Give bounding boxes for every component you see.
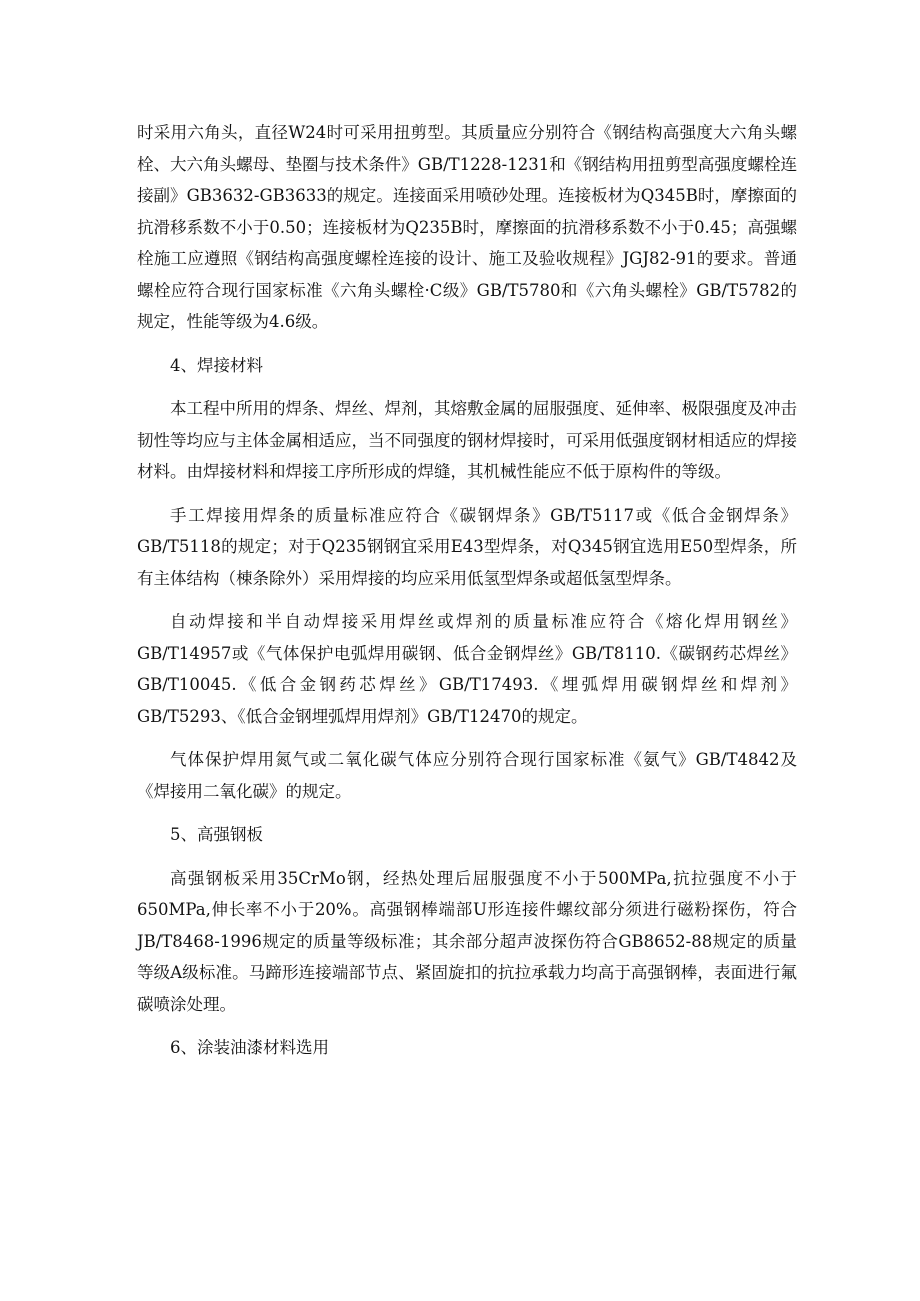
paragraph-bolts: 时采用六角头，直径W24时可采用扭剪型。其质量应分别符合《钢结构高强度大六角头螺栓、大六角头螺母、垫圈与技术条件》GB/T1228-1231和《钢结构用扭剪型高强度螺栓连接副》GB3632-GB3633的规定。连接面采用喷砂处理。连接板材为Q345B时，摩擦面的抗滑移系数不小于0.50；连接板材为Q235B时，摩擦面的抗滑移系数不小于0.45；高强螺栓施工应遵照《钢结构高强度螺栓连接的设计、施工及验收规程》JGJ82-91的要求。普通螺栓应符合现行国家标准《六角头螺栓·C级》GB/T5780和《六角头螺栓》GB/T5782的规定，性能等级为4.6级。 (137, 123, 797, 331)
section-heading-high-strength-steel: 5、高强钢板 (170, 825, 263, 844)
paragraph-high-strength-steel: 高强钢板采用35CrMo钢，经热处理后屈服强度不小于500MPa,抗拉强度不小于650MPa,伸长率不小于20%。高强钢棒端部U形连接件螺纹部分须进行磁粉探伤，符合JB/T8468-1996规定的质量等级标准；其余部分超声波探伤符合GB8652-88规定的质量等级A级标准。马蹄形连接端部节点、紧固旋扣的抗拉承载力均高于高强钢棒，表面进行氟碳喷涂处理。 (137, 868, 797, 1014)
paragraph-manual-welding: 手工焊接用焊条的质量标准应符合《碳钢焊条》GB/T5117或《低合金钢焊条》GB/T5118的规定；对于Q235钢钢宜采用E43型焊条，对Q345钢宜选用E50型焊条，所有主体结构（棟条除外）采用焊接的均应采用低氢型焊条或超低氢型焊条。 (137, 505, 797, 588)
document-body (137, 117, 797, 1076)
paragraph-automatic-welding: 自动焊接和半自动焊接采用焊丝或焊剂的质量标准应符合《熔化焊用钢丝》GB/T14957或《气体保护电弧焊用碳钢、低合金钢焊丝》GB/T8110.《碳钢药芯焊丝》GB/T10045.《低合金钢药芯焊丝》GB/T17493.《埋弧焊用碳钢焊丝和焊剂》GB/T5293、《低合金钢埋弧焊用焊剂》GB/T12470的规定。 (137, 612, 797, 726)
paragraph-welding-general: 本工程中所用的焊条、焊丝、焊剂，其熔敷金属的屈服强度、延伸率、极限强度及冲击韧性等均应与主体金属相适应，当不同强度的钢材焊接时，可采用低强度钢材相适应的焊接材料。由焊接材料和焊接工序所形成的焊缝，其机械性能应不低于原构件的等级。 (137, 399, 797, 481)
paragraph-shielding-gas: 气体保护焊用氮气或二氧化碳气体应分别符合现行国家标准《氨气》GB/T4842及《焊接用二氧化碳》的规定。 (137, 750, 797, 801)
section-heading-welding-materials: 4、焊接材料 (170, 355, 263, 375)
section-heading-coating: 6、涂装油漆材料选用 (170, 1038, 329, 1057)
